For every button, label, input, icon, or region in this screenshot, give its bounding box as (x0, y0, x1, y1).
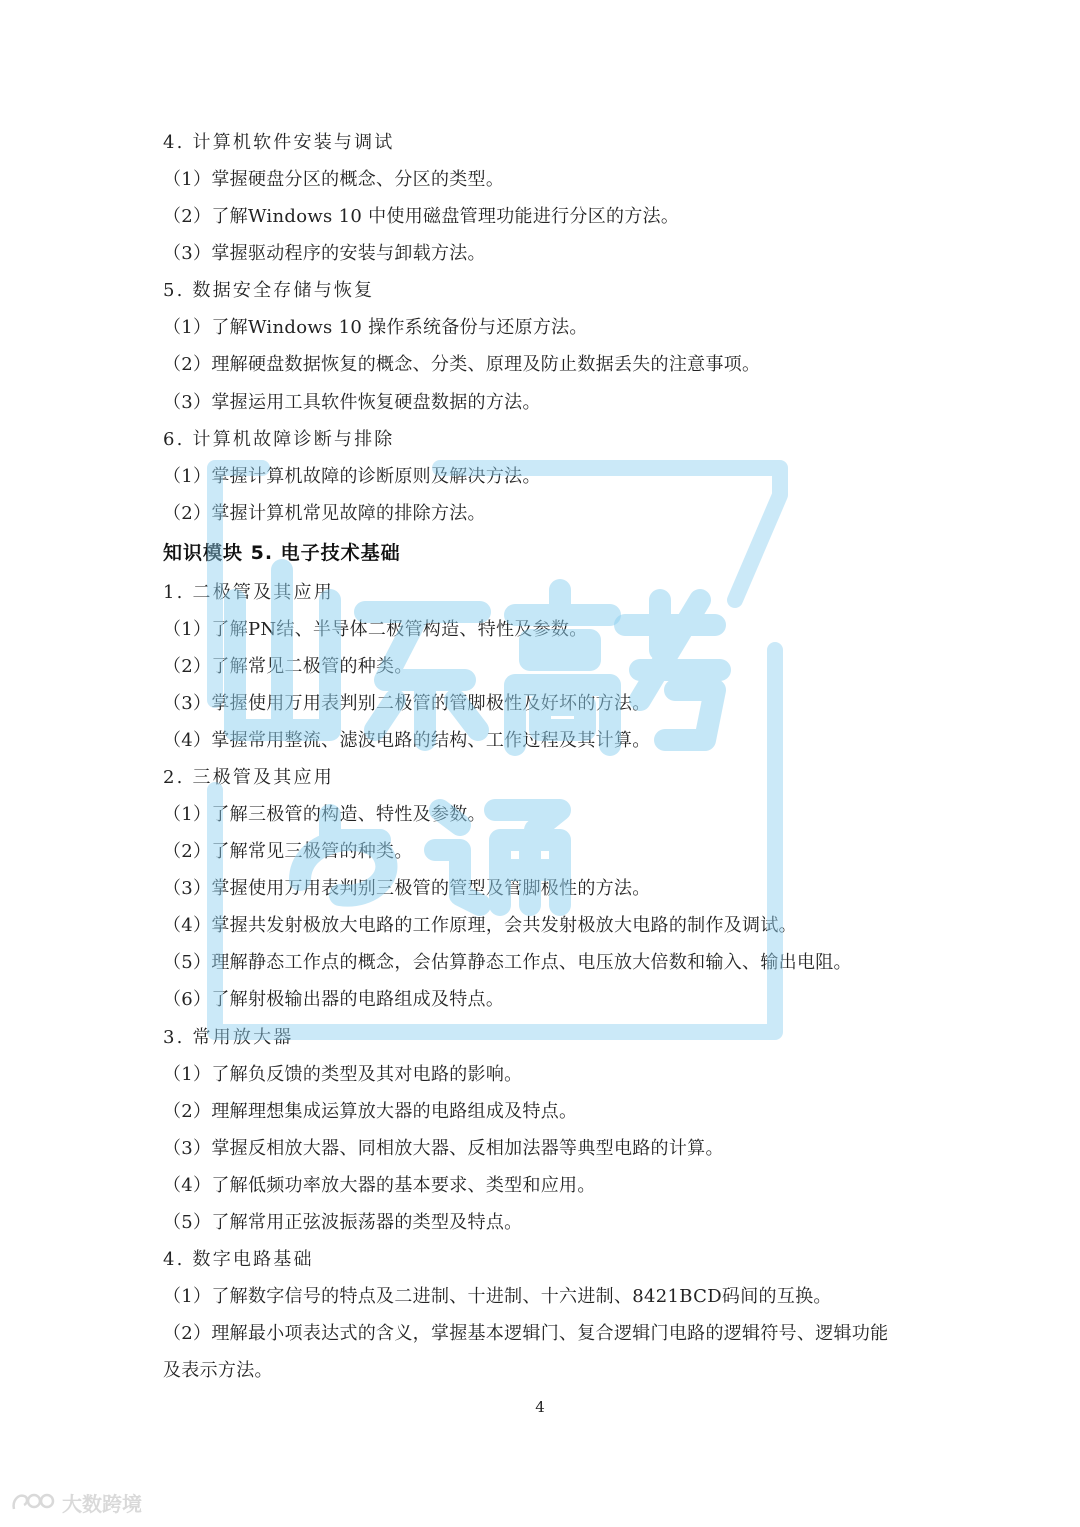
list-item: （6）了解射极输出器的电路组成及特点。 (163, 989, 505, 1010)
page-number: 4 (535, 1398, 545, 1416)
list-item: （1）了解三极管的构造、特性及参数。 (163, 804, 486, 825)
list-item: （3）掌握使用万用表判别三极管的管型及管脚极性的方法。 (163, 878, 651, 899)
section-heading: 6. 计算机故障诊断与排除 (163, 429, 395, 450)
list-item: （2）理解硬盘数据恢复的概念、分类、原理及防止数据丢失的注意事项。 (163, 354, 761, 375)
list-item-continuation: 及表示方法。 (163, 1360, 273, 1381)
list-item: （3）掌握运用工具软件恢复硬盘数据的方法。 (163, 392, 541, 413)
list-item: （2）理解理想集成运算放大器的电路组成及特点。 (163, 1101, 578, 1122)
section-heading: 2. 三极管及其应用 (163, 767, 334, 788)
section-heading: 4. 计算机软件安装与调试 (163, 132, 395, 153)
list-item: （2）理解最小项表达式的含义，掌握基本逻辑门、复合逻辑门电路的逻辑符号、逻辑功能 (163, 1323, 889, 1344)
list-item: （2）了解Windows 10 中使用磁盘管理功能进行分区的方法。 (163, 206, 680, 227)
list-item: （1）了解Windows 10 操作系统备份与还原方法。 (163, 317, 588, 338)
section-heading: 5. 数据安全存储与恢复 (163, 280, 375, 301)
list-item: （5）了解常用正弦波振荡器的类型及特点。 (163, 1212, 523, 1233)
list-item: （3）掌握反相放大器、同相放大器、反相加法器等典型电路的计算。 (163, 1138, 724, 1159)
list-item: （2）了解常见二极管的种类。 (163, 656, 413, 677)
brand-logo-icon (10, 1489, 56, 1515)
footer-logo-text: 大数跨境 (62, 1491, 142, 1516)
module-heading: 知识模块 5. 电子技术基础 (163, 542, 401, 564)
section-heading: 3. 常用放大器 (163, 1027, 294, 1048)
list-item: （1）掌握计算机故障的诊断原则及解决方法。 (163, 466, 541, 487)
list-item: （1）掌握硬盘分区的概念、分区的类型。 (163, 169, 505, 190)
list-item: （1）了解负反馈的类型及其对电路的影响。 (163, 1064, 523, 1085)
footer-logo (10, 1488, 142, 1516)
list-item: （5）理解静态工作点的概念，会估算静态工作点、电压放大倍数和输入、输出电阻。 (163, 952, 852, 973)
list-item: （4）掌握常用整流、滤波电路的结构、工作过程及其计算。 (163, 730, 651, 751)
section-heading: 1. 二极管及其应用 (163, 582, 334, 603)
list-item: （1）了解PN结、半导体二极管构造、特性及参数。 (163, 619, 588, 640)
list-item: （3）掌握驱动程序的安装与卸载方法。 (163, 243, 486, 264)
list-item: （4）掌握共发射极放大电路的工作原理，会共发射极放大电路的制作及调试。 (163, 915, 797, 936)
section-heading: 4. 数字电路基础 (163, 1249, 314, 1270)
list-item: （2）了解常见三极管的种类。 (163, 841, 413, 862)
list-item: （1）了解数字信号的特点及二进制、十进制、十六进制、8421BCD码间的互换。 (163, 1286, 832, 1307)
list-item: （4）了解低频功率放大器的基本要求、类型和应用。 (163, 1175, 596, 1196)
list-item: （2）掌握计算机常见故障的排除方法。 (163, 503, 486, 524)
list-item: （3）掌握使用万用表判别二极管的管脚极性及好坏的方法。 (163, 693, 651, 714)
